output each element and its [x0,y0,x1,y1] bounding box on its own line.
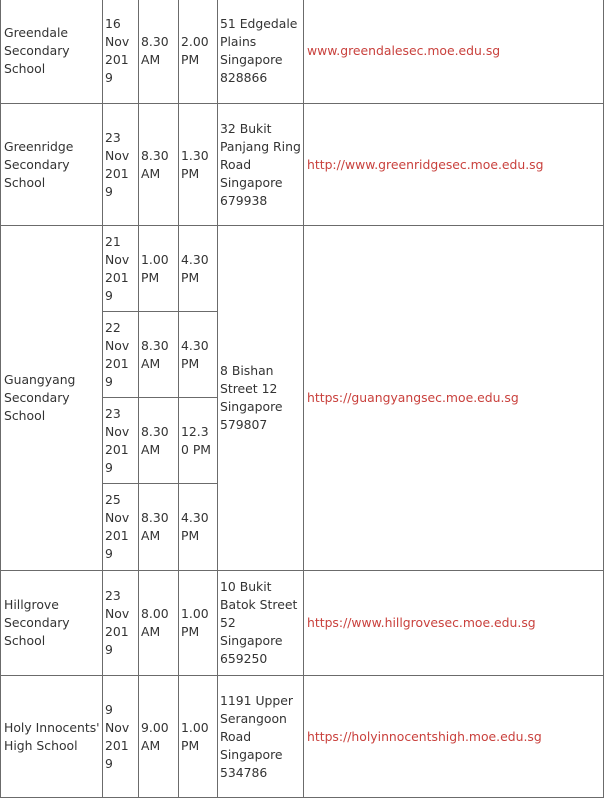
school-website-link[interactable]: https://guangyangsec.moe.edu.sg [307,390,519,405]
table-row [1,226,604,312]
session-end-time: 2.00 PM [179,0,218,104]
session-date: 23 Nov 2019 [103,571,139,676]
session-end-time: 4.30 PM [179,312,218,398]
table-row [1,0,604,104]
session-date: 9 Nov 2019 [103,676,139,798]
school-website-cell [304,571,604,676]
school-website-link[interactable]: http://www.greenridgesec.moe.edu.sg [307,156,544,172]
session-date: 21 Nov 2019 [103,226,139,312]
session-start-time: 8.30 AM [139,312,179,398]
session-start-time: 8.00 AM [139,571,179,676]
school-name: Hillgrove Secondary School [1,571,103,676]
school-website-cell [304,0,604,104]
session-start-time: 8.30 AM [139,0,179,104]
session-end-time: 1.30 PM [179,104,218,226]
session-start-time: 8.30 AM [139,104,179,226]
session-date: 23 Nov 2019 [103,104,139,226]
session-end-time: 1.00 PM [179,676,218,798]
school-name: Greendale Secondary School [1,0,103,104]
school-website-link[interactable]: https://holyinnocentshigh.moe.edu.sg [307,728,542,744]
school-address: 8 Bishan Street 12 Singapore 579807 [218,226,304,571]
session-date: 22 Nov 2019 [103,312,139,398]
school-website-link[interactable]: https://www.hillgrovesec.moe.edu.sg [307,615,536,630]
school-website-cell [304,226,604,571]
session-start-time: 1.00 PM [139,226,179,312]
session-start-time: 9.00 AM [139,676,179,798]
school-address: 10 Bukit Batok Street 52 Singapore 659250 [218,571,304,676]
session-end-time: 4.30 PM [179,226,218,312]
session-start-time: 8.30 AM [139,484,179,571]
school-address: 51 Edgedale Plains Singapore 828866 [218,0,304,104]
session-date: 25 Nov 2019 [103,484,139,571]
table-row [1,676,604,798]
session-date: 23 Nov 2019 [103,398,139,484]
school-name: Greenridge Secondary School [1,104,103,226]
school-address: 1191 Upper Serangoon Road Singapore 534786 [218,676,304,798]
session-date: 16 Nov 2019 [103,0,139,104]
school-website-cell [304,676,604,798]
session-end-time: 1.00 PM [179,571,218,676]
table-row [1,571,604,676]
session-end-time: 12.30 PM [179,398,218,484]
school-website-link[interactable]: www.greendalesec.moe.edu.sg [307,42,501,58]
school-name: Guangyang Secondary School [1,226,103,571]
school-address: 32 Bukit Panjang Ring Road Singapore 679938 [218,104,304,226]
school-website-cell [304,104,604,226]
table-row [1,104,604,226]
session-end-time: 4.30 PM [179,484,218,571]
school-name: Holy Innocents' High School [1,676,103,798]
session-start-time: 8.30 AM [139,398,179,484]
